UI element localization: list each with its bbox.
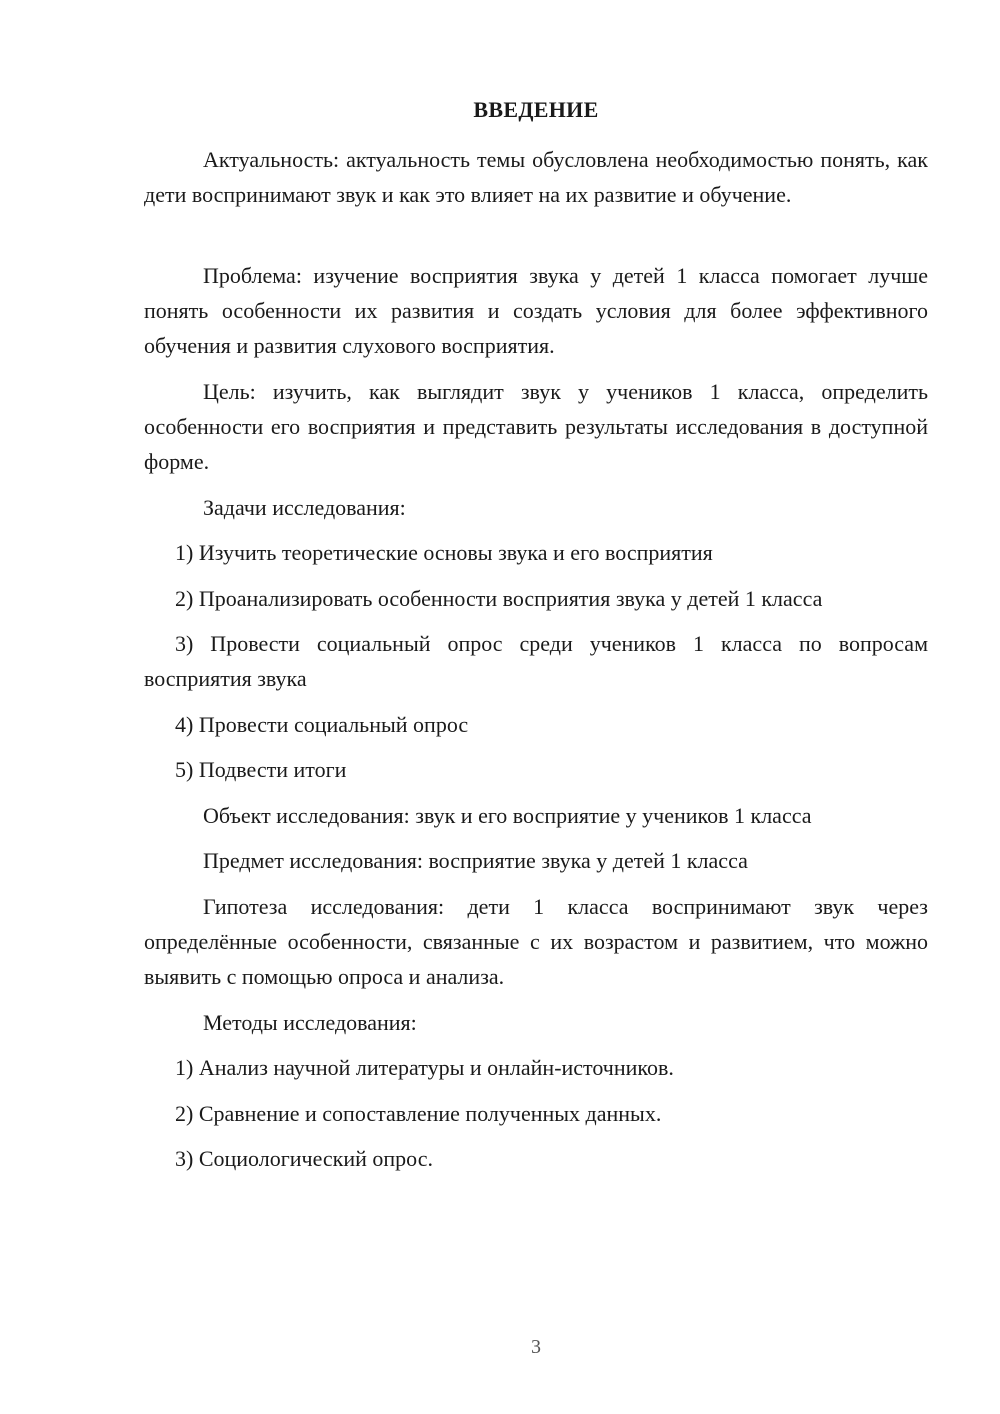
tasks-heading: Задачи исследования: (203, 495, 406, 520)
methods-heading: Методы исследования: (203, 1010, 417, 1035)
subject-paragraph: Предмет исследования: восприятие звука у детей 1 класса (203, 848, 748, 873)
method-item-1: 1) Анализ научной литературы и онлайн-источников. (175, 1055, 674, 1080)
page-number: 3 (531, 1336, 541, 1358)
relevance-paragraph: Актуальность: актуальность темы обусловлена необходимостью понять, как дети воспринимают звук и как это влияет на их развитие и обучение. (144, 147, 928, 207)
method-item-2: 2) Сравнение и сопоставление полученных данных. (175, 1101, 662, 1126)
task-item-3: 3) Провести социальный опрос среди учеников 1 класса по вопросам восприятия звука (144, 631, 928, 691)
task-item-1: 1) Изучить теоретические основы звука и его восприятия (175, 540, 713, 565)
page-title: ВВЕДЕНИЕ (473, 97, 599, 122)
method-item-3: 3) Социологический опрос. (175, 1146, 433, 1171)
task-item-5: 5) Подвести итоги (175, 757, 347, 782)
hypothesis-paragraph: Гипотеза исследования: дети 1 класса воспринимают звук через определённые особенности, связанные с их возрастом и развитием, что можно выявить с помощью опроса и анализа. (144, 894, 928, 989)
task-item-4: 4) Провести социальный опрос (175, 712, 469, 737)
object-paragraph: Объект исследования: звук и его восприятие у учеников 1 класса (203, 803, 812, 828)
task-item-2: 2) Проанализировать особенности восприятия звука у детей 1 класса (175, 586, 823, 611)
goal-paragraph: Цель: изучить, как выглядит звук у учеников 1 класса, определить особенности его восприятия и представить результаты исследования в доступной форме. (144, 379, 928, 474)
problem-paragraph: Проблема: изучение восприятия звука у детей 1 класса помогает лучше понять особенности их развития и создать условия для более эффективного обучения и развития слухового восприятия. (144, 263, 928, 358)
